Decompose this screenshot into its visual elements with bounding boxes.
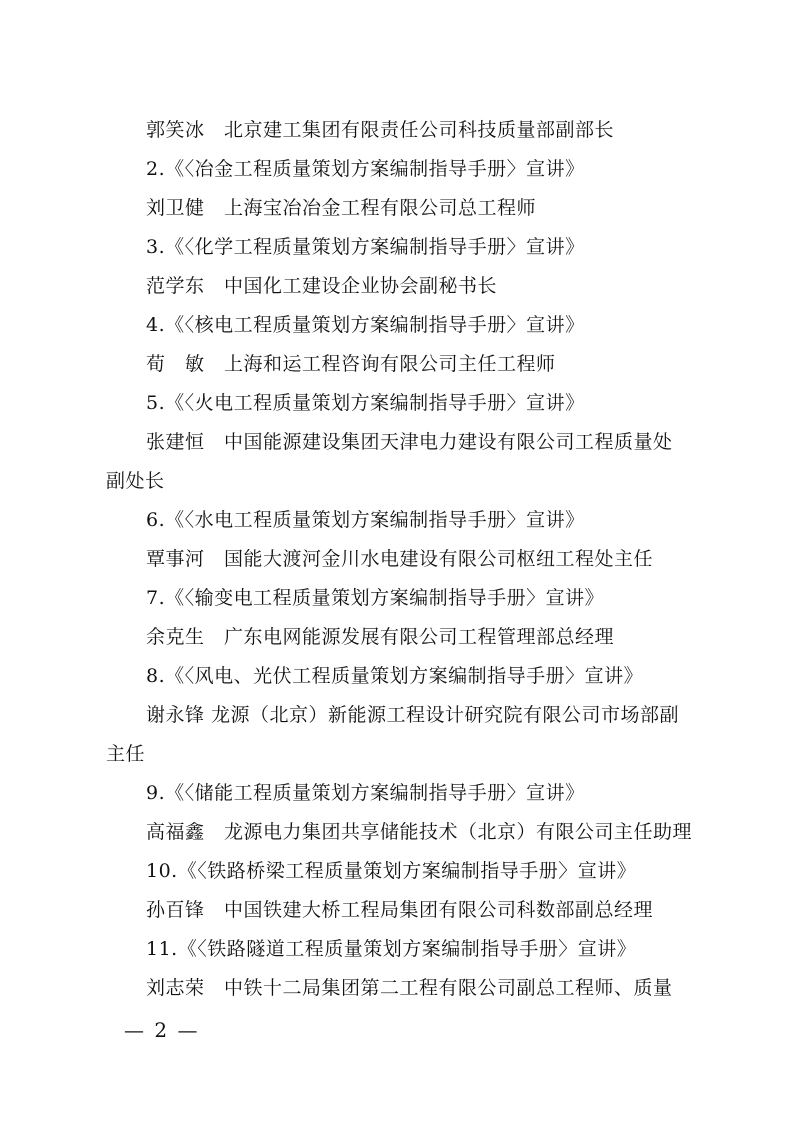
speaker-line-continuation: 副处长 xyxy=(106,470,165,492)
topic-heading: 11.《〈铁路隧道工程质量策划方案编制指导手册〉宣讲》 xyxy=(146,938,637,960)
topic-heading: 8.《〈风电、光伏工程质量策划方案编制指导手册〉宣讲》 xyxy=(146,665,644,687)
topic-heading: 10.《〈铁路桥梁工程质量策划方案编制指导手册〉宣讲》 xyxy=(146,860,637,882)
speaker-line: 余克生 广东电网能源发展有限公司工程管理部总经理 xyxy=(146,626,615,648)
speaker-line: 谢永锋 龙源（北京）新能源工程设计研究院有限公司市场部副 xyxy=(146,704,680,726)
page-number: — 2 — xyxy=(124,1018,200,1042)
topic-heading: 6.《〈水电工程质量策划方案编制指导手册〉宣讲》 xyxy=(146,509,585,531)
speaker-line-continuation: 主任 xyxy=(106,743,146,765)
speaker-line: 郭笑冰 北京建工集团有限责任公司科技质量部副部长 xyxy=(146,119,615,141)
speaker-line: 范学东 中国化工建设企业协会副秘书长 xyxy=(146,275,498,297)
topic-heading: 5.《〈火电工程质量策划方案编制指导手册〉宣讲》 xyxy=(146,392,585,414)
speaker-line: 覃事河 国能大渡河金川水电建设有限公司枢纽工程处主任 xyxy=(146,548,654,570)
topic-heading: 4.《〈核电工程质量策划方案编制指导手册〉宣讲》 xyxy=(146,314,585,336)
speaker-line: 荀 敏 上海和运工程咨询有限公司主任工程师 xyxy=(146,353,556,375)
speaker-line: 刘卫健 上海宝冶冶金工程有限公司总工程师 xyxy=(146,197,537,219)
speaker-line: 孙百锋 中国铁建大桥工程局集团有限公司科数部副总经理 xyxy=(146,899,654,921)
topic-heading: 9.《〈储能工程质量策划方案编制指导手册〉宣讲》 xyxy=(146,782,585,804)
topic-heading: 2.《〈冶金工程质量策划方案编制指导手册〉宣讲》 xyxy=(146,158,585,180)
speaker-line: 刘志荣 中铁十二局集团第二工程有限公司副总工程师、质量 xyxy=(146,977,673,999)
topic-heading: 3.《〈化学工程质量策划方案编制指导手册〉宣讲》 xyxy=(146,236,585,258)
speaker-line: 张建恒 中国能源建设集团天津电力建设有限公司工程质量处 xyxy=(146,431,673,453)
speaker-line: 高福鑫 龙源电力集团共享储能技术（北京）有限公司主任助理 xyxy=(146,821,693,843)
topic-heading: 7.《〈输变电工程质量策划方案编制指导手册〉宣讲》 xyxy=(146,587,605,609)
